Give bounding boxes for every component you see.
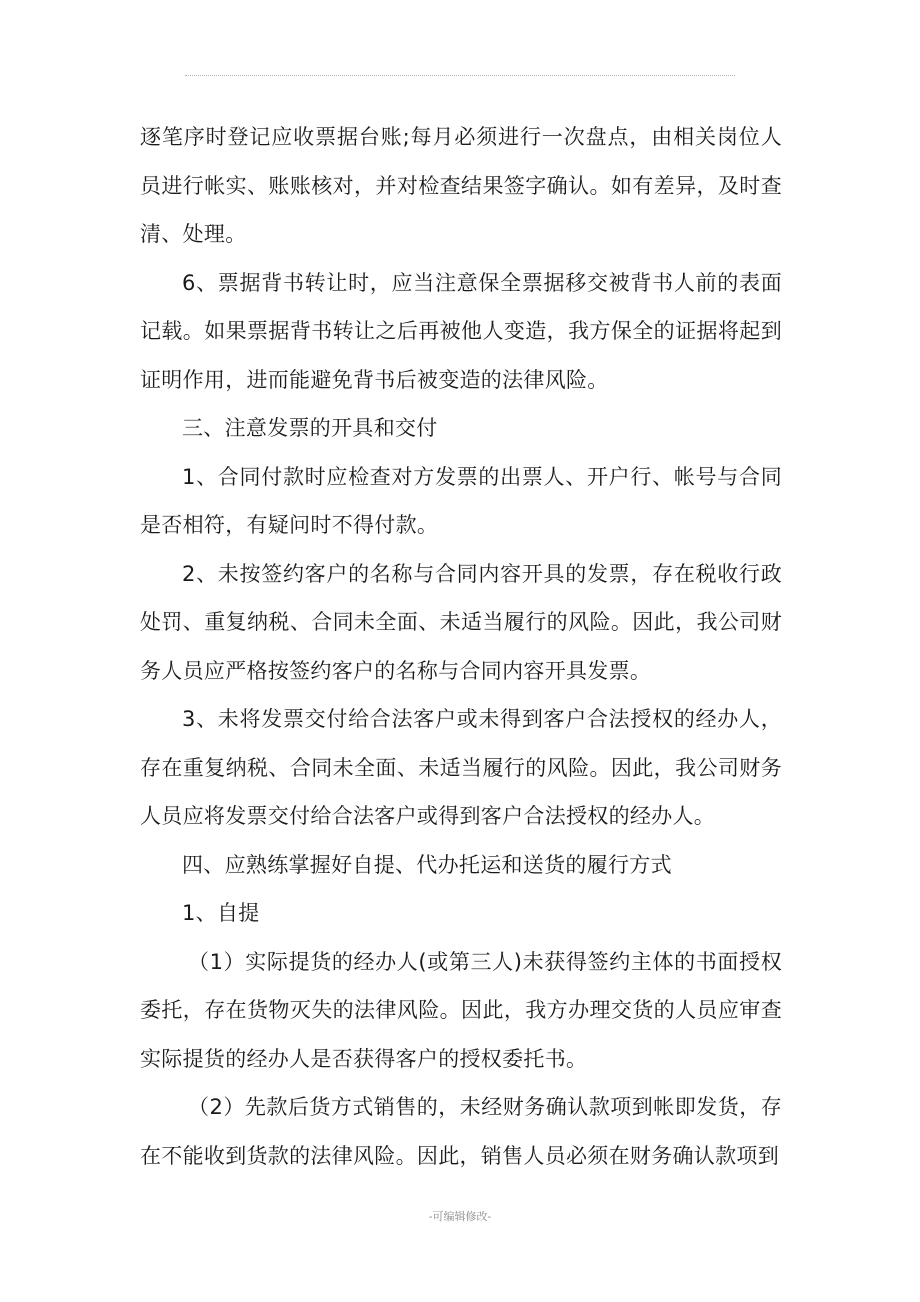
paragraph-item-3: 3、未将发票交付给合法客户或未得到客户合法授权的经办人，存在重复纳税、合同未全面、未适当履行的风险。因此，我公司财务人员应将发票交付给合法客户或得到客户合法授权的经办人。 [140, 707, 782, 828]
document-body [140, 113, 782, 1180]
paragraph-subitem-2: （2）先款后货方式销售的，未经财务确认款项到帐即发货，存在不能收到货款的法律风险。因此，销售人员必须在财务确认款项到 [140, 1095, 782, 1168]
paragraph-continuation: 逐笔序时登记应收票据台账;每月必须进行一次盘点，由相关岗位人员进行帐实、账账核对，并对检查结果签字确认。如有差异，及时查清、处理。 [140, 125, 782, 246]
section-heading-3: 三、注意发票的开具和交付 [182, 416, 438, 440]
header-divider [185, 75, 735, 76]
subheading-self-pickup: 1、自提 [182, 901, 260, 925]
paragraph-item-2: 2、未按签约客户的名称与合同内容开具的发票，存在税收行政处罚、重复纳税、合同未全面、未适当履行的风险。因此，我公司财务人员应严格按签约客户的名称与合同内容开具发票。 [140, 561, 782, 683]
section-heading-4: 四、应熟练掌握好自提、代办托运和送货的履行方式 [182, 852, 672, 877]
paragraph-item-1: 1、合同付款时应检查对方发票的出票人、开户行、帐号与合同是否相符，有疑问时不得付款。 [140, 464, 782, 537]
paragraph-item-6: 6、票据背书转让时，应当注意保全票据移交被背书人前的表面记载。如果票据背书转让之后再被他人变造，我方保全的证据将起到证明作用，进而能避免背书后被变造的法律风险。 [140, 270, 782, 392]
page-footer: -可编辑修改- [428, 1210, 492, 1223]
paragraph-subitem-1: （1）实际提货的经办人(或第三人)未获得签约主体的书面授权委托，存在货物灭失的法律风险。因此，我方办理交货的人员应审查实际提货的经办人是否获得客户的授权委托书。 [140, 949, 782, 1071]
